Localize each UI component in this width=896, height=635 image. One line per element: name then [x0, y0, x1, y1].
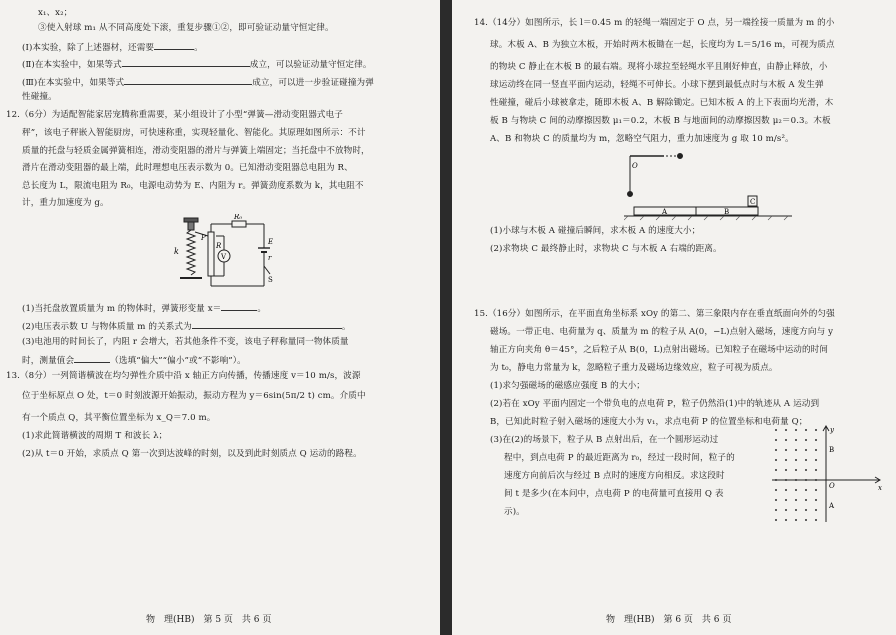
field-dot	[775, 469, 777, 471]
label-r: r	[268, 254, 272, 262]
page-footer: 物 理(HB) 第 6 页 共 6 页	[606, 615, 732, 625]
text-line: 秤”，该电子秤嵌入智能厨房，可快速称重，实现轻量化、智能化。其原理如图所示：不计	[22, 128, 366, 138]
field-dot	[775, 509, 777, 511]
text-line: (Ⅲ)在本实验中，如果等式 成立，可以进一步验证碰撞为弹	[22, 78, 374, 88]
label-k: k	[174, 247, 179, 256]
question-14-stem: 14.（14分）如图所示，长 l＝0.45 m 的轻绳一端固定于 O 点，另一端拴接一质量为 m 的小	[474, 18, 835, 28]
left-page	[0, 0, 440, 635]
text-line: 程中，到点电荷 P 的最近距离为 r₀，经过一段时间，粒子的	[504, 453, 735, 463]
field-dot	[775, 499, 777, 501]
label-x: x	[878, 484, 882, 492]
field-dot	[815, 469, 817, 471]
circuit-diagram	[168, 214, 278, 296]
label-A: A	[662, 208, 668, 216]
question-12-stem: 12.（6分）为适配智能家居宠腾称重需要，某小组设计了小型“弹簧—滑动变阻器式电子	[6, 110, 344, 120]
field-dot	[795, 449, 797, 451]
field-dot	[795, 459, 797, 461]
field-dot	[785, 459, 787, 461]
field-dot	[805, 499, 807, 501]
field-dot	[795, 469, 797, 471]
field-dot	[805, 469, 807, 471]
field-dot	[775, 519, 777, 521]
field-dot	[815, 449, 817, 451]
text-line: x₁、x₂；	[38, 8, 73, 18]
field-dot	[815, 489, 817, 491]
text-line: 性碰撞。	[22, 92, 57, 102]
text-line: 位于坐标原点 O 处，t＝0 时刻波源开始振动，振动方程为 y＝6sin(5π/2 t) cm。介质中	[22, 391, 366, 401]
text-line: 质量的托盘与轻质金属弹簧相连，滑动变阻器的滑片与弹簧上端固定；当托盘中不放物时，	[22, 146, 370, 156]
question-13-stem: 13.（8分）一列简谐横波在均匀弹性介质中沿 x 轴正方向传播，传播速度 v＝10 m/s，波源	[6, 371, 361, 381]
text-line: 示)。	[504, 507, 525, 517]
field-dot	[815, 429, 817, 431]
text-line: 速度方向前后次与经过 B 点时的速度方向相反。求这段时	[504, 471, 725, 481]
label-O: O	[632, 162, 638, 170]
text-line: (2)电压表示数 U 与物体质量 m 的关系式为 。	[22, 322, 351, 332]
figure-15	[770, 424, 886, 524]
field-dot	[805, 519, 807, 521]
field-dot	[775, 459, 777, 461]
figure-14	[624, 150, 794, 222]
text-line: (Ⅱ)在本实验中，如果等式 成立，可以验证动量守恒定律。	[22, 60, 372, 70]
text-line: (1)小球与木板 A 碰撞后瞬间，求木板 A 的速度大小；	[490, 226, 701, 236]
label-P: P	[201, 234, 206, 242]
text-line: A、B 和物块 C 的质量均为 m，忽略空气阻力，重力加速度为 g 取 10 m/s²。	[490, 134, 794, 144]
text-line: 磁场。一带正电、电荷量为 q、质量为 m 的粒子从 A(0，−L)点射入磁场，速度方向与 y	[490, 327, 834, 337]
text-line: (3)电池用的时间长了，内阻 r 会增大，若其他条件不变，该电子秤称量同一物体质量	[22, 337, 349, 347]
field-dot	[815, 509, 817, 511]
field-dot	[775, 429, 777, 431]
text-line: (2)求物块 C 最终静止时，求物块 C 与木板 A 右端的距离。	[490, 244, 722, 254]
field-dot	[805, 459, 807, 461]
label-B: B	[724, 208, 730, 216]
text-line: 为 t₀，静电力常量为 k，忽略粒子重力及磁场边缘效应，粒子可视为质点。	[490, 363, 778, 373]
field-dot	[785, 429, 787, 431]
field-dot	[775, 439, 777, 441]
field-dot	[785, 499, 787, 501]
text-line: 轴正方向夹角 θ＝45°，之后粒子从 B(0，L)点射出磁场。已知粒子在磁场中运动的时间	[490, 345, 829, 355]
label-V: V	[221, 253, 227, 261]
field-dot	[805, 439, 807, 441]
field-dot	[785, 449, 787, 451]
field-dot	[785, 519, 787, 521]
text-line: 的物块 C 静止在木板 B 的最右端。现将小球拉至轻绳水平且刚好伸直，由静止释放，小	[490, 62, 828, 72]
page-gutter	[440, 0, 452, 635]
label-y: y	[830, 426, 834, 434]
field-dot	[815, 439, 817, 441]
text-line: (2)从 t＝0 开始，求质点 Q 第一次到达波峰的时刻，以及到此时刻质点 Q 运动的路程。	[22, 449, 362, 459]
field-dot	[785, 469, 787, 471]
field-dot	[805, 489, 807, 491]
text-line: 总长度为 L，限流电阻为 R₀，电源电动势为 E、内阻为 r。弹簧劲度系数为 k，其电阻不	[22, 181, 364, 191]
field-dot	[795, 429, 797, 431]
field-dot	[785, 489, 787, 491]
text-line: (1)当托盘放置质量为 m 的物体时，弹簧形变量 x＝ 。	[22, 304, 267, 314]
field-dot	[795, 509, 797, 511]
field-dot	[815, 519, 817, 521]
field-dot	[805, 449, 807, 451]
field-dot	[775, 449, 777, 451]
field-dot	[815, 499, 817, 501]
text-line: B，已知此时粒子射入磁场的速度大小为 v₁，求点电荷 P 的位置坐标和电荷量 Q；	[490, 417, 808, 427]
label-E: E	[268, 238, 274, 246]
field-dot	[785, 509, 787, 511]
field-dot	[805, 509, 807, 511]
label-B: B	[829, 446, 835, 454]
field-dot	[805, 429, 807, 431]
text-line: 时，测量值会 （选填“偏大”“偏小”或“不影响”）。	[22, 356, 246, 366]
field-dot	[775, 489, 777, 491]
field-dot	[815, 459, 817, 461]
label-S: S	[268, 276, 273, 284]
label-C: C	[750, 198, 756, 206]
text-line: 滑片在滑动变阻器的最上端，此时理想电压表示数为 0。已知滑动变阻器总电阻为 R、	[22, 163, 353, 173]
text-line: (3)在(2)的场景下，粒子从 B 点射出后，在一个圆形运动过	[490, 435, 719, 445]
field-dot	[795, 519, 797, 521]
label-R0: R₀	[234, 214, 243, 221]
field-dot	[795, 439, 797, 441]
text-line: 有一个质点 Q，其平衡位置坐标为 x_Q＝7.0 m。	[22, 413, 216, 423]
text-line: 计，重力加速度为 g。	[22, 198, 109, 208]
text-line: (1)求匀强磁场的磁感应强度 B 的大小；	[490, 381, 645, 391]
field-dot	[795, 489, 797, 491]
text-line: ③使入射球 m₁ 从不同高度处下滚，重复步骤①②，即可验证动量守恒定律。	[38, 23, 334, 33]
text-line: 球。木板 A、B 为独立木板，开始时两木板锄在一起，长度均为 L＝5/16 m，可视为质点	[490, 40, 835, 50]
text-line: (Ⅰ)本实验，除了上述器材，还需要 。	[22, 43, 203, 53]
field-dot	[785, 439, 787, 441]
text-line: 性碰撞，碰后小球被拿走，随即木板 A、B 解除锄定。已知木板 A 的上下表面均光滑，木	[490, 98, 834, 108]
label-O: O	[829, 482, 835, 490]
text-line: 球运动终在同一竖直平面内运动，轻绳不可伸长。小球下摆到最低点时与木板 A 发生弹	[490, 80, 824, 90]
text-line: (2)若在 xOy 平面内固定一个带负电的点电荷 P，粒子仍然沿(1)中的轨迹从 A 运动到	[490, 399, 820, 409]
label-R: R	[216, 242, 222, 250]
question-15-stem: 15.（16分）如图所示，在平面直角坐标系 xOy 的第二、第三象限内存在垂直纸面向外的匀强	[474, 309, 835, 319]
right-page	[452, 0, 896, 635]
page-footer: 物 理(HB) 第 5 页 共 6 页	[146, 615, 272, 625]
text-line: (1)求此简谐横波的周期 T 和波长 λ；	[22, 431, 168, 441]
text-line: 板 B 与物块 C 间的动摩擦因数 μ₁＝0.2，木板 B 与地面间的动摩擦因数 μ₂＝0.3。木板	[490, 116, 831, 126]
text-line: 间 t 是多少(在本问中，点电荷 P 的电荷量可直接用 Q 表	[504, 489, 724, 499]
field-dot	[795, 499, 797, 501]
label-A: A	[829, 502, 835, 510]
